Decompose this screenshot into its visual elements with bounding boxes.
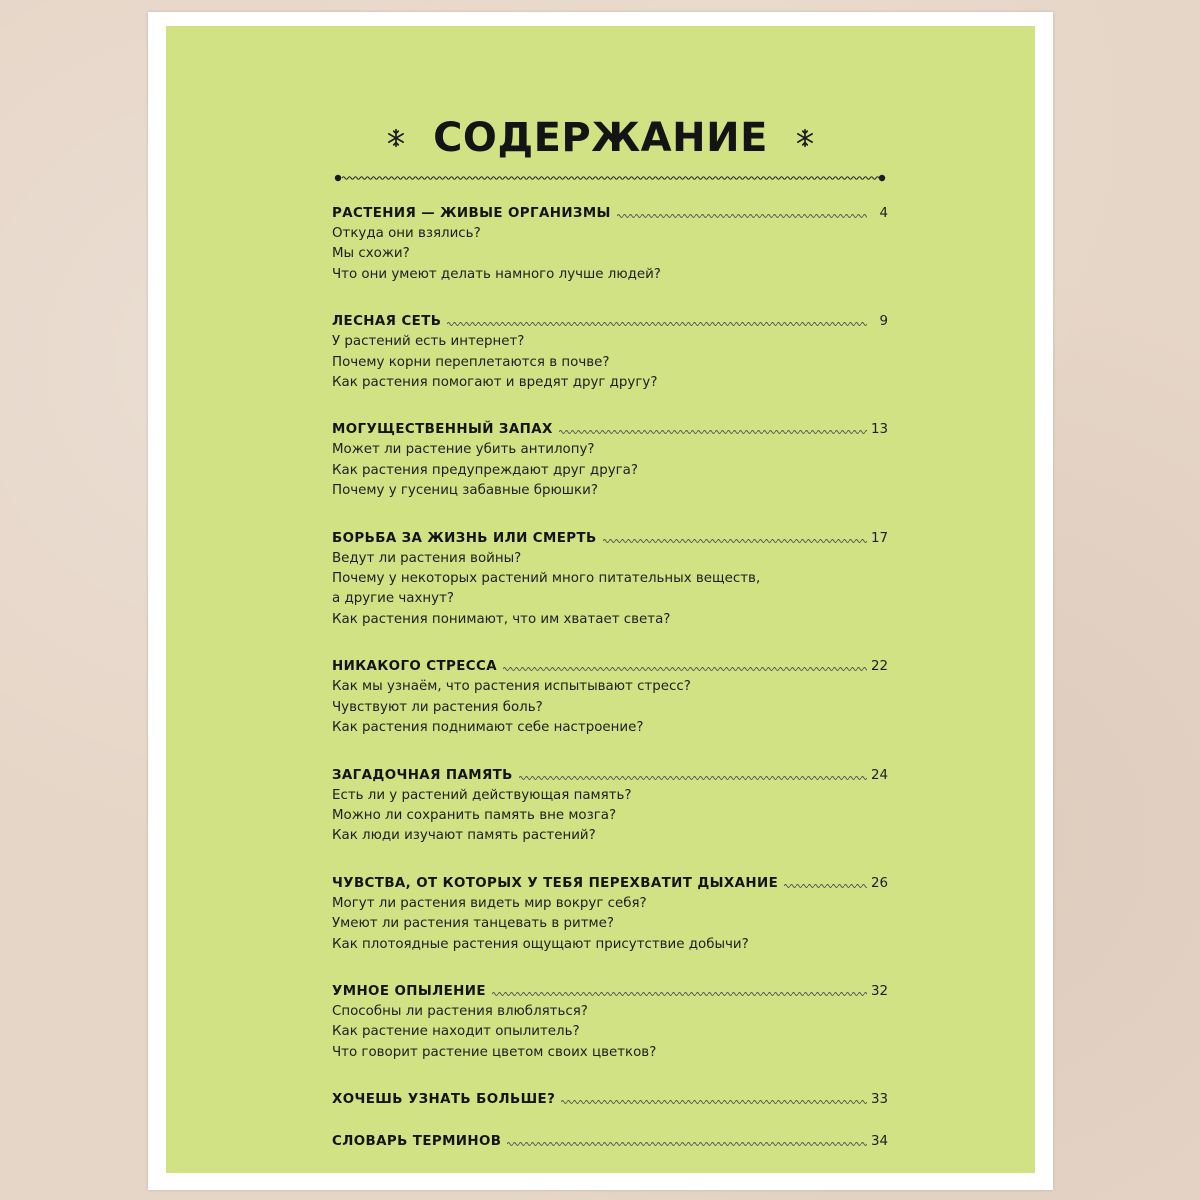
contents-list [332,198,888,1168]
snowflake-icon [385,127,407,149]
page-number: 4 [879,206,888,221]
page-number: 13 [870,422,888,438]
chapter-question: У растений есть интернет? [332,334,525,350]
chapter-question: Как люди изучают память растений? [332,828,596,844]
page-number: 22 [870,659,888,675]
chapter-question: Как растения предупреждают друг друга? [332,462,638,478]
toc-section [332,1084,888,1110]
page-number: 9 [879,314,888,330]
toc-section [332,760,888,847]
chapter-question: Как мы узнаём, что растения испытывают стресс? [332,679,691,695]
chapter-question: Способны ли растения влюбляться? [332,1003,588,1019]
chapter-question: а другие чахнут? [332,591,455,607]
toc-section [332,976,888,1063]
chapter-title: ХОЧЕШЬ УЗНАТЬ БОЛЬШЕ? [332,1092,556,1108]
toc-entry[interactable] [332,760,888,786]
dot-leader [784,882,867,890]
toc-section [332,651,888,738]
page-number: 32 [870,983,888,999]
toc-section [332,306,888,393]
chapter-question: Можно ли сохранить память вне мозга? [332,807,617,823]
chapter-question: Может ли растение убить антилопу? [332,442,595,458]
chapter-question: Как растение находит опылитель? [332,1024,580,1040]
page-frame [148,12,1053,1190]
dot-leader [561,1098,867,1106]
dot-leader [503,665,867,673]
toc-section [332,414,888,501]
chapter-title: ЧУВСТВА, ОТ КОТОРЫХ У ТЕБЯ ПЕРЕХВАТИТ ДЫХАНИЕ [332,875,779,891]
chapter-question: Как плотоядные растения ощущают присутствие добычи? [332,936,749,952]
toc-entry[interactable] [332,198,888,224]
contents-page [166,26,1035,1173]
chapter-question: Умеют ли растения танцевать в ритме? [332,916,614,932]
snowflake-icon [794,127,816,149]
toc-section [332,1126,888,1152]
toc-entry[interactable] [332,1126,888,1152]
toc-entry[interactable] [332,414,888,440]
dot-leader [617,212,867,220]
chapter-question: Как растения поднимают себе настроение? [332,720,644,736]
toc-entry[interactable] [332,1084,888,1110]
dot-leader [492,990,867,998]
chapter-question: Что говорит растение цветом своих цветков? [332,1044,657,1060]
toc-entry[interactable] [332,306,888,332]
chapter-question: Как растения понимают, что им хватает света? [332,611,671,627]
chapter-title: СЛОВАРЬ ТЕРМИНОВ [332,1134,502,1150]
toc-entry[interactable] [332,523,888,549]
chapter-question: Есть ли у растений действующая память? [332,787,632,803]
toc-section [332,868,888,955]
chapter-title: БОРЬБА ЗА ЖИЗНЬ ИЛИ СМЕРТЬ [332,530,597,546]
toc-entry[interactable] [332,976,888,1002]
page-number: 24 [870,767,888,783]
title-divider [334,171,886,185]
dot-leader [519,774,867,782]
chapter-title: ЛЕСНАЯ СЕТЬ [332,314,442,330]
chapter-question: Могут ли растения видеть мир вокруг себя? [332,895,647,911]
chapter-question: Почему корни переплетаются в почве? [332,354,610,370]
chapter-title: ЗАГАДОЧНАЯ ПАМЯТЬ [332,767,513,783]
toc-entry[interactable] [332,651,888,677]
page-number: 34 [870,1134,888,1150]
contents-heading [166,112,1035,164]
toc-section [332,523,888,631]
dot-leader [507,1140,867,1148]
chapter-question: Почему у некоторых растений много питательных веществ, [332,571,761,587]
toc-entry[interactable] [332,868,888,894]
dot-leader [559,428,867,436]
chapter-question: Как растения помогают и вредят друг другу? [332,375,658,391]
page-title: СОДЕРЖАНИЕ [433,115,768,161]
toc-section [332,198,888,285]
dot-leader [447,320,867,328]
chapter-question: Ведут ли растения войны? [332,550,522,566]
chapter-question: Почему у гусениц забавные брюшки? [332,483,598,499]
chapter-question: Чувствуют ли растения боль? [332,699,543,715]
page-number: 17 [870,530,888,546]
chapter-title: УМНОЕ ОПЫЛЕНИЕ [332,983,486,999]
chapter-title: МОГУЩЕСТВЕННЫЙ ЗАПАХ [332,422,553,438]
dot-leader [603,537,867,545]
page-number: 26 [870,875,888,891]
chapter-title: НИКАКОГО СТРЕССА [332,659,497,675]
page-number: 33 [870,1092,888,1108]
chapter-title: РАСТЕНИЯ — ЖИВЫЕ ОРГАНИЗМЫ [332,206,611,221]
chapter-question: Мы схожи? [332,246,410,262]
chapter-question: Откуда они взялись? [332,226,481,241]
chapter-question: Что они умеют делать намного лучше людей? [332,266,661,282]
